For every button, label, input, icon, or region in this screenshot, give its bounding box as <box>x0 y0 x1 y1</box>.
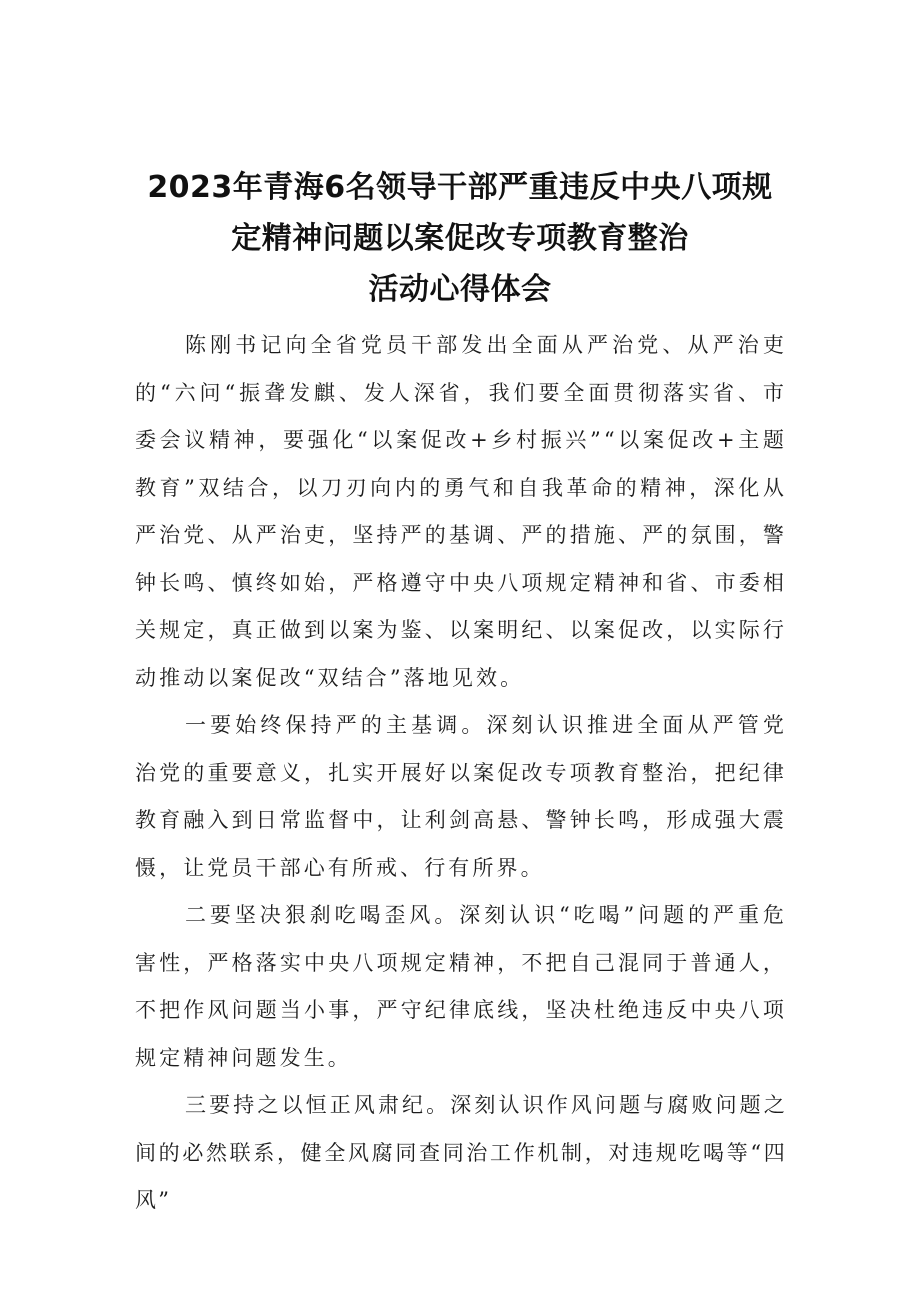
paragraph-intro: 陈刚书记向全省党员干部发出全面从严治党、从严治吏的“六问“振聋发麒、发人深省，我们要全面贯彻落实省、市委会议精神，要强化“以案促改+乡村振兴”“以案促改+主题教育”双结合，以刀刃向内的勇气和自我革命的精神，深化从严治党、从严治吏，坚持严的基调、严的措施、严的氛围，警钟长鸣、慎终如始，严格遵守中央八项规定精神和省、市委相关规定，真正做到以案为鉴、以案明纪、以案促改，以实际行动推动以案促改“双结合”落地见效。 <box>135 333 787 690</box>
title-line: 定精神问题以案促改专项教育整治 <box>231 221 689 257</box>
paragraph-point-two: 二要坚决狠刹吃喝歪风。深刻认识“吃喝”问题的严重危害性，严格落实中央八项规定精神，不把自己混同于普通人，不把作风问题当小事，严守纪律底线，坚决杜绝违反中央八项规定精神问题发生。 <box>135 903 787 1070</box>
title-line: 2023年青海6名领导干部严重违反中央八项规 <box>147 170 773 206</box>
paragraph-point-one: 一要始终保持严的主基调。深刻认识推进全面从严管党治党的重要意义，扎实开展好以案促改专项教育整治，把纪律教育融入到日常监督中，让利剑高悬、警钟长鸣，形成强大震慑，让党员干部心有所戒、行有所界。 <box>135 713 787 880</box>
document-title <box>120 162 800 315</box>
paragraph-point-three: 三要持之以恒正风肃纪。深刻认识作风问题与腐败问题之间的必然联系，健全风腐同查同治工作机制，对违规吃喝等“四风” <box>135 1093 787 1212</box>
title-line: 活动心得体会 <box>368 272 552 308</box>
document-body <box>135 322 787 1225</box>
